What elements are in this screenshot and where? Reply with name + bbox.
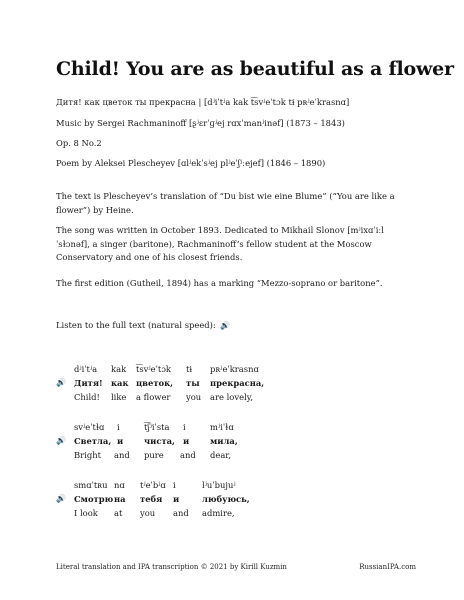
translation-word: are lovely, [210, 392, 253, 402]
russian-title-line: Дитя! как цветок ты прекрасна | [dʲiˈtʲa kak t͡svʲeˈtɔk tɨ pʀʲeˈkrasnɑ] [56, 97, 350, 107]
ipa-word: smɑˈtʀu [74, 480, 108, 490]
translation-word: at [114, 508, 123, 518]
speaker-icon[interactable]: 🔊 [56, 378, 66, 387]
poem-credit: Poem by Aleksei Plescheyev [ɑlʲekˈsʲej plʲeˈʃʲːejef] (1846 – 1890) [56, 158, 326, 168]
translation-word: dear, [210, 450, 232, 460]
translation-word: like [111, 392, 127, 402]
page-title: Child! You are as beautiful as a flower [56, 58, 454, 80]
russian-word: и [117, 436, 124, 446]
listen-label: Listen to the full text (natural speed): [56, 320, 216, 330]
ipa-word: nɑ [114, 480, 125, 490]
translation-word: and [114, 450, 130, 460]
russian-word: Светла, [74, 436, 112, 446]
speaker-icon[interactable]: 🔊 [220, 321, 231, 330]
footer-site-link[interactable]: RussianIPA.com [359, 563, 416, 571]
ipa-word: i [117, 422, 120, 432]
ipa-word: i [173, 480, 176, 490]
translation-word: I look [74, 508, 98, 518]
ipa-word: lʲuˈbujuʲ [202, 480, 236, 490]
speaker-icon[interactable]: 🔊 [56, 436, 66, 445]
ipa-word: tɨ [186, 364, 193, 374]
ipa-word: kak [111, 364, 127, 374]
ipa-word: pʀʲeˈkrasnɑ [210, 364, 259, 374]
ipa-word: dʲiˈtʲa [74, 364, 98, 374]
russian-word: тебя [140, 494, 163, 504]
translation-word: and [173, 508, 189, 518]
russian-word: прекрасна, [210, 378, 265, 388]
translation-word: you [140, 508, 156, 518]
translation-word: Bright [74, 450, 101, 460]
ipa-word: i [183, 422, 186, 432]
opus-number: Op. 8 No.2 [56, 138, 102, 148]
ipa-word: tʲeˈbʲɑ [140, 480, 166, 490]
ipa-word: t͡ʃʲiˈsta [144, 422, 170, 432]
russian-word: Дитя! [74, 378, 103, 388]
translation-word: a flower [136, 392, 171, 402]
russian-word: мила, [210, 436, 238, 446]
edition-paragraph: The first edition (Gutheil, 1894) has a marking “Mezzo-soprano or baritone”. [56, 278, 383, 288]
russian-word: Смотрю [74, 494, 114, 504]
russian-word: цветок, [136, 378, 174, 388]
russian-word: как [111, 378, 129, 388]
translation-word: and [180, 450, 196, 460]
translation-word: pure [144, 450, 164, 460]
russian-word: и [173, 494, 180, 504]
ipa-word: t͡svʲeˈtɔk [136, 364, 171, 374]
listen-line [56, 320, 230, 330]
russian-word: любуюсь, [202, 494, 250, 504]
intro-paragraph: The text is Plescheyev’s translation of “Du bist wie eine Blume” (“You are like a flower”) by Heine. [56, 191, 395, 215]
ipa-word: svʲeˈtɫɑ [74, 422, 105, 432]
history-paragraph: The song was written in October 1893. Dedicated to Mikhail Slonov [mʲixɑˈiːl ˈsɫɔnəf], a singer (baritone), Rachmaninoff’s fellow student at the Moscow Conservatory and one of his closest friends. [56, 225, 384, 262]
speaker-icon[interactable]: 🔊 [56, 494, 66, 503]
translation-word: you [186, 392, 202, 402]
translation-word: Child! [74, 392, 100, 402]
russian-word: ты [186, 378, 200, 388]
russian-word: и [183, 436, 190, 446]
translation-word: admire, [202, 508, 235, 518]
footer-copyright: Literal translation and IPA transcription © 2021 by Kirill Kuzmin [56, 563, 287, 571]
russian-word: на [114, 494, 126, 504]
russian-word: чиста, [144, 436, 175, 446]
music-credit: Music by Sergei Rachmaninoff [ʂʲɛrˈɡʲej rɑxˈmanʲinəf] (1873 – 1843) [56, 118, 345, 128]
ipa-word: mʲiˈɫɑ [210, 422, 234, 432]
